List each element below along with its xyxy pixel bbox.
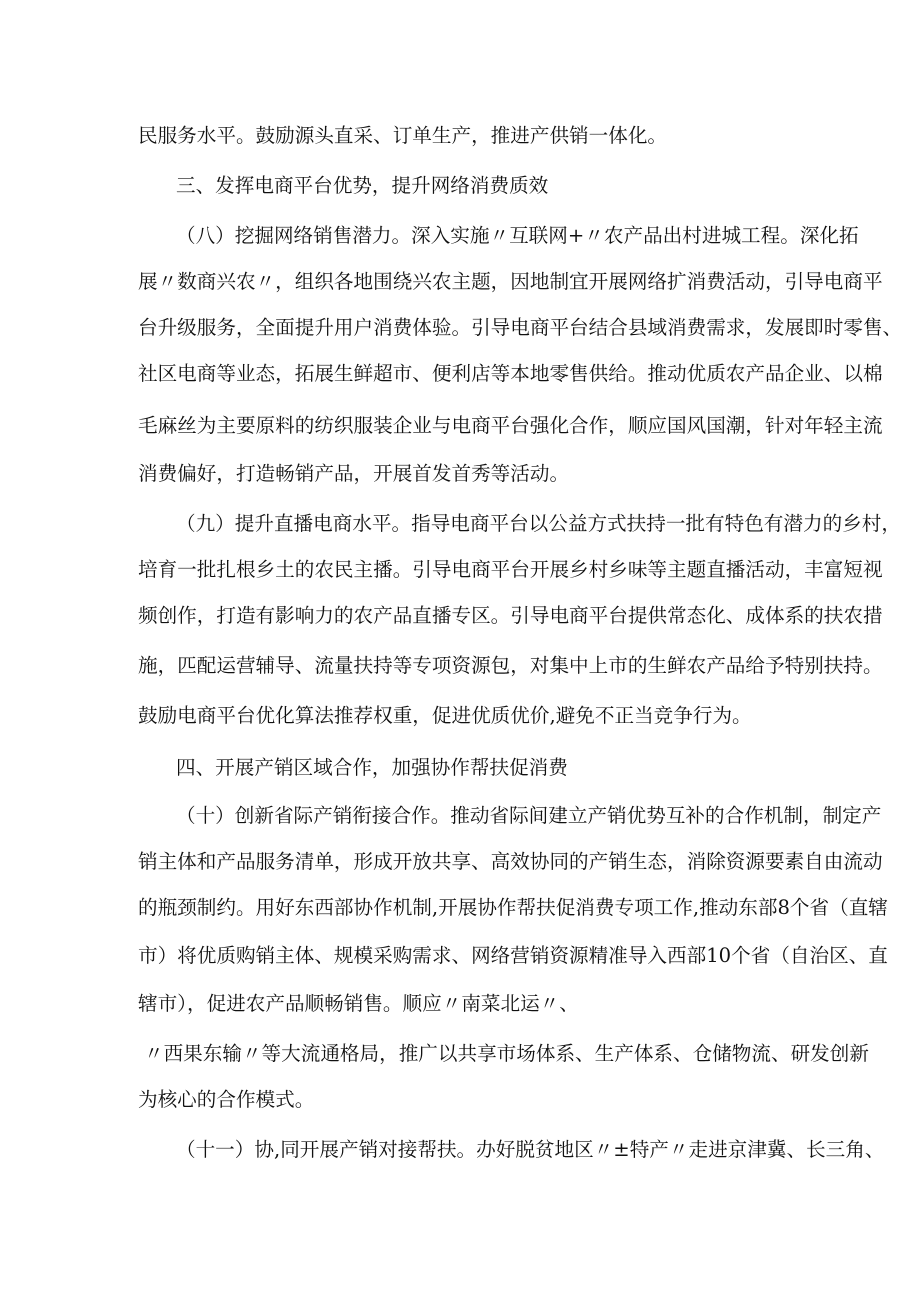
paragraph-line: （十一）协,同开展产销对接帮扶。办好脱贫地区〃±特产〃走进京津冀、长三角、	[176, 1138, 885, 1161]
paragraph-line: 台升级服务，全面提升用户消费体验。引导电商平台结合县域消费需求，发展即时零售、	[138, 316, 903, 339]
paragraph-line: （九）提升直播电商水平。指导电商平台以公益方式扶持一批有特色有潜力的乡村，	[176, 512, 901, 535]
paragraph-line: 消费偏好，打造畅销产品，开展首发首秀等活动。	[138, 462, 570, 485]
paragraph-line: 民服务水平。鼓励源头直采、订单生产，推进产供销一体化。	[138, 124, 668, 147]
paragraph-line: 市）将优质购销主体、规模采购需求、网络营销资源精准导入西部10个省（自治区、直	[138, 944, 888, 967]
paragraph-line: 〃西果东输〃等大流通格局，推广以共享市场体系、生产体系、仓储物流、研发创新	[144, 1042, 869, 1065]
paragraph-line: 社区电商等业态，拓展生鲜超市、便利店等本地零售供给。推动优质农产品企业、以棉	[138, 362, 883, 385]
paragraph-line: 毛麻丝为主要原料的纺织服装企业与电商平台强化合作，顺应国风国潮，针对年轻主流	[138, 414, 883, 437]
paragraph-line: 频创作，打造有影响力的农产品直播专区。引导电商平台提供常态化、成体系的扶农措	[138, 604, 883, 627]
paragraph-line: （十）创新省际产销衔接合作。推动省际间建立产销优势互补的合作机制，制定产	[176, 804, 882, 827]
section-heading: 三、发挥电商平台优势，提升网络消费质效	[176, 174, 549, 197]
paragraph-line: 鼓励电商平台优化算法推荐权重，促进优质优价,避免不正当竞争行为。	[138, 704, 752, 727]
paragraph-line: 为核心的合作模式。	[138, 1088, 315, 1111]
paragraph-line: 展〃数商兴农〃，组织各地围绕兴农主题，因地制宜开展网络扩消费活动，引导电商平	[138, 270, 883, 293]
paragraph-line: 培育一批扎根乡土的农民主播。引导电商平台开展乡村乡味等主题直播活动，丰富短视	[138, 558, 883, 581]
paragraph-line: 辖市），促进农产品顺畅销售。顺应〃南菜北运〃、	[138, 992, 579, 1015]
paragraph-line: 施，匹配运营辅导、流量扶持等专项资源包，对集中上市的生鲜农产品给予特别扶持。	[138, 654, 883, 677]
paragraph-line: 销主体和产品服务清单，形成开放共享、高效协同的产销生态，消除资源要素自由流动	[138, 850, 883, 873]
paragraph-line: 的瓶颈制约。用好东西部协作机制,开展协作帮扶促消费专项工作,推动东部8个省（直辖	[138, 896, 888, 919]
paragraph-line: （八）挖掘网络销售潜力。深入实施〃互联网+〃农产品出村进城工程。深化拓	[176, 224, 859, 247]
section-heading: 四、开展产销区域合作，加强协作帮扶促消费	[176, 756, 568, 779]
